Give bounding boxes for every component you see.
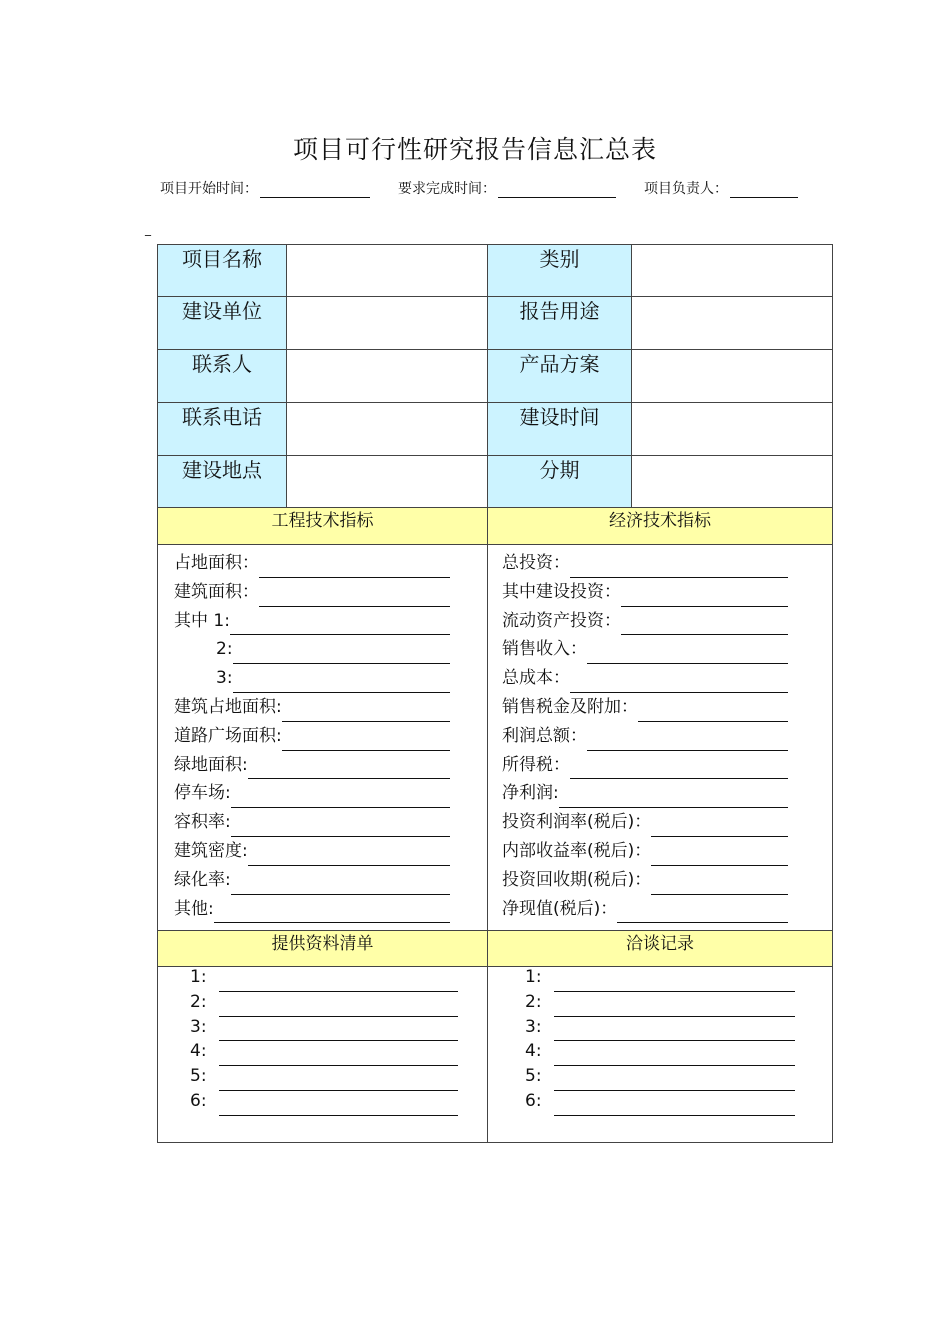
info-value-field[interactable] (632, 297, 833, 350)
list-item-label: 4: (525, 1041, 542, 1062)
list-item (525, 1066, 795, 1091)
list-item (502, 549, 788, 578)
list-item (525, 1017, 795, 1042)
fill-in-line[interactable] (219, 1071, 458, 1091)
list-item-label: 4: (190, 1041, 207, 1062)
fill-in-line[interactable] (651, 817, 788, 837)
fill-in-line[interactable] (651, 846, 788, 866)
fill-in-line[interactable] (282, 702, 450, 722)
list-item (502, 866, 788, 895)
info-label: 产品方案 (488, 350, 632, 403)
list-item (174, 837, 450, 866)
info-label: 联系电话 (157, 403, 287, 456)
list-item-label: 所得税： (502, 754, 570, 775)
list-item-label: 流动资产投资： (502, 610, 621, 631)
list-item (502, 722, 788, 751)
econ-header: 经济技术指标 (488, 508, 833, 545)
list-item-label: 投资回收期(税后)： (502, 869, 652, 890)
list-item (174, 866, 450, 895)
info-value-field[interactable] (287, 456, 488, 508)
info-row (157, 403, 833, 456)
fill-in-line[interactable] (282, 731, 450, 751)
finish-time-field[interactable] (398, 178, 616, 198)
fill-in-line[interactable] (219, 1096, 458, 1116)
fill-in-line[interactable] (554, 1096, 795, 1116)
docs-header-row (157, 931, 833, 967)
list-item (174, 549, 450, 578)
fill-in-line[interactable] (219, 972, 458, 992)
fill-in-line[interactable] (259, 587, 450, 607)
list-item (190, 1066, 458, 1091)
fill-in-line[interactable] (219, 1046, 458, 1066)
list-item-label: 总投资： (502, 553, 570, 573)
info-label: 类别 (488, 244, 632, 297)
fill-in-line[interactable] (231, 817, 450, 837)
start-time-blank[interactable] (260, 183, 370, 198)
list-item (502, 808, 788, 837)
fill-in-line[interactable] (587, 731, 788, 751)
list-item-label: 净现值(税后)： (502, 898, 618, 919)
list-item (174, 635, 450, 664)
list-item (190, 1017, 458, 1042)
list-item (174, 808, 450, 837)
info-label: 建设时间 (488, 403, 632, 456)
list-item (502, 779, 788, 808)
list-item-label: 停车场: (174, 783, 231, 804)
list-item (502, 664, 788, 693)
list-item (502, 635, 788, 664)
list-item (190, 1091, 458, 1116)
info-label: 建设地点 (157, 456, 287, 508)
info-value-field[interactable] (632, 350, 833, 403)
list-item-label: 2: (216, 639, 233, 660)
list-item-label: 净利润: (502, 783, 559, 804)
list-item-label: 道路广场面积: (174, 725, 282, 746)
fill-in-line[interactable] (651, 875, 788, 895)
info-value-field[interactable] (632, 456, 833, 508)
talk-cell (488, 967, 833, 1143)
list-item-label: 5: (525, 1066, 542, 1087)
fill-in-line[interactable] (554, 997, 795, 1017)
list-item (190, 992, 458, 1017)
docs-list (190, 967, 458, 1116)
list-item (174, 578, 450, 607)
list-item-label: 6: (190, 1090, 207, 1111)
list-item (174, 664, 450, 693)
list-item (502, 693, 788, 722)
fill-in-line[interactable] (570, 558, 788, 578)
list-item-label: 建筑面积： (174, 581, 259, 602)
list-item-label: 投资利润率(税后)： (502, 812, 652, 833)
info-label: 联系人 (157, 350, 287, 403)
list-item (174, 607, 450, 636)
fill-in-line[interactable] (248, 759, 450, 779)
fill-in-line[interactable] (259, 558, 450, 578)
list-item (502, 578, 788, 607)
start-time-field[interactable] (160, 178, 370, 198)
list-item (525, 1041, 795, 1066)
info-value-field[interactable] (287, 403, 488, 456)
fill-in-line[interactable] (638, 702, 788, 722)
page-title: 项目可行性研究报告信息汇总表 (292, 135, 657, 164)
econ-list (502, 549, 788, 923)
owner-label: 项目负责人： (644, 181, 728, 197)
eng-header: 工程技术指标 (157, 508, 488, 545)
list-item-label: 利润总额： (502, 725, 587, 746)
fill-in-line[interactable] (570, 759, 788, 779)
fill-in-line[interactable] (554, 972, 795, 992)
list-item-label: 其他: (174, 898, 214, 919)
fill-in-line[interactable] (617, 903, 788, 923)
list-item-label: 其中建设投资： (502, 581, 621, 602)
info-value-field[interactable] (287, 350, 488, 403)
talk-list (525, 967, 795, 1116)
info-label: 分期 (488, 456, 632, 508)
list-item (525, 967, 795, 992)
list-item (525, 1091, 795, 1116)
list-item-label: 6: (525, 1090, 542, 1111)
list-item-label: 1: (525, 967, 542, 987)
info-value-field[interactable] (287, 244, 488, 297)
fill-in-line[interactable] (231, 875, 450, 895)
info-value-field[interactable] (287, 297, 488, 350)
fill-in-line[interactable] (233, 644, 450, 664)
fill-in-line[interactable] (233, 673, 450, 693)
list-item-label: 3: (190, 1016, 207, 1037)
fill-in-line[interactable] (570, 673, 788, 693)
fill-in-line[interactable] (554, 1021, 795, 1041)
list-item (174, 722, 450, 751)
list-item-label: 绿化率: (174, 869, 231, 890)
info-row (157, 456, 833, 508)
fill-in-line[interactable] (248, 846, 450, 866)
eng-list (174, 549, 450, 923)
list-item (174, 751, 450, 780)
list-item-label: 其中 1: (174, 610, 230, 631)
list-item-label: 3: (216, 668, 233, 689)
list-item-label: 3: (525, 1016, 542, 1037)
fill-in-line[interactable] (621, 615, 788, 635)
fill-in-line[interactable] (219, 1021, 458, 1041)
talk-header: 洽谈记录 (488, 931, 833, 967)
list-item-label: 销售收入： (502, 639, 587, 660)
fill-in-line[interactable] (219, 997, 458, 1017)
list-item-label: 建筑占地面积: (174, 696, 282, 717)
info-row (157, 244, 833, 297)
docs-cell (157, 967, 488, 1143)
tech-body-row (157, 545, 833, 931)
info-row (157, 297, 833, 350)
list-item-label: 总成本： (502, 668, 570, 689)
list-item (502, 751, 788, 780)
fill-in-line[interactable] (559, 788, 788, 808)
list-item (174, 693, 450, 722)
list-item-label: 2: (190, 991, 207, 1012)
info-label: 项目名称 (157, 244, 287, 297)
list-item-label: 容积率: (174, 812, 231, 833)
list-item-label: 2: (525, 991, 542, 1012)
fill-in-line[interactable] (230, 615, 450, 635)
owner-field[interactable] (644, 178, 798, 198)
docs-header: 提供资料清单 (157, 931, 488, 967)
list-item (174, 779, 450, 808)
list-item-label: 绿地面积: (174, 754, 248, 775)
list-item-label: 内部收益率(税后)： (502, 840, 652, 861)
info-value-field[interactable] (632, 403, 833, 456)
list-item (190, 1041, 458, 1066)
fill-in-line[interactable] (554, 1046, 795, 1066)
start-time-label: 项目开始时间： (160, 181, 258, 197)
info-value-field[interactable] (632, 244, 833, 297)
list-item (502, 895, 788, 924)
docs-body-row (157, 967, 833, 1143)
owner-blank[interactable] (730, 183, 798, 198)
finish-time-label: 要求完成时间： (398, 181, 496, 197)
list-item-label: 建筑密度: (174, 840, 248, 861)
fill-in-line[interactable] (554, 1071, 795, 1091)
list-item-label: 5: (190, 1066, 207, 1087)
fill-in-line[interactable] (621, 587, 788, 607)
eng-cell (157, 545, 488, 931)
stray-mark: _ (145, 222, 151, 236)
list-item (174, 895, 450, 924)
fill-in-line[interactable] (231, 788, 450, 808)
list-item (502, 837, 788, 866)
list-item-label: 销售税金及附加： (502, 696, 638, 717)
list-item (190, 967, 458, 992)
list-item-label: 1: (190, 967, 207, 987)
list-item-label: 占地面积： (174, 553, 259, 573)
info-label: 建设单位 (157, 297, 287, 350)
info-label: 报告用途 (488, 297, 632, 350)
list-item (525, 992, 795, 1017)
tech-header-row (157, 508, 833, 545)
fill-in-line[interactable] (214, 903, 450, 923)
list-item (502, 607, 788, 636)
info-row (157, 350, 833, 403)
econ-cell (488, 545, 833, 931)
finish-time-blank[interactable] (498, 183, 616, 198)
fill-in-line[interactable] (587, 644, 788, 664)
